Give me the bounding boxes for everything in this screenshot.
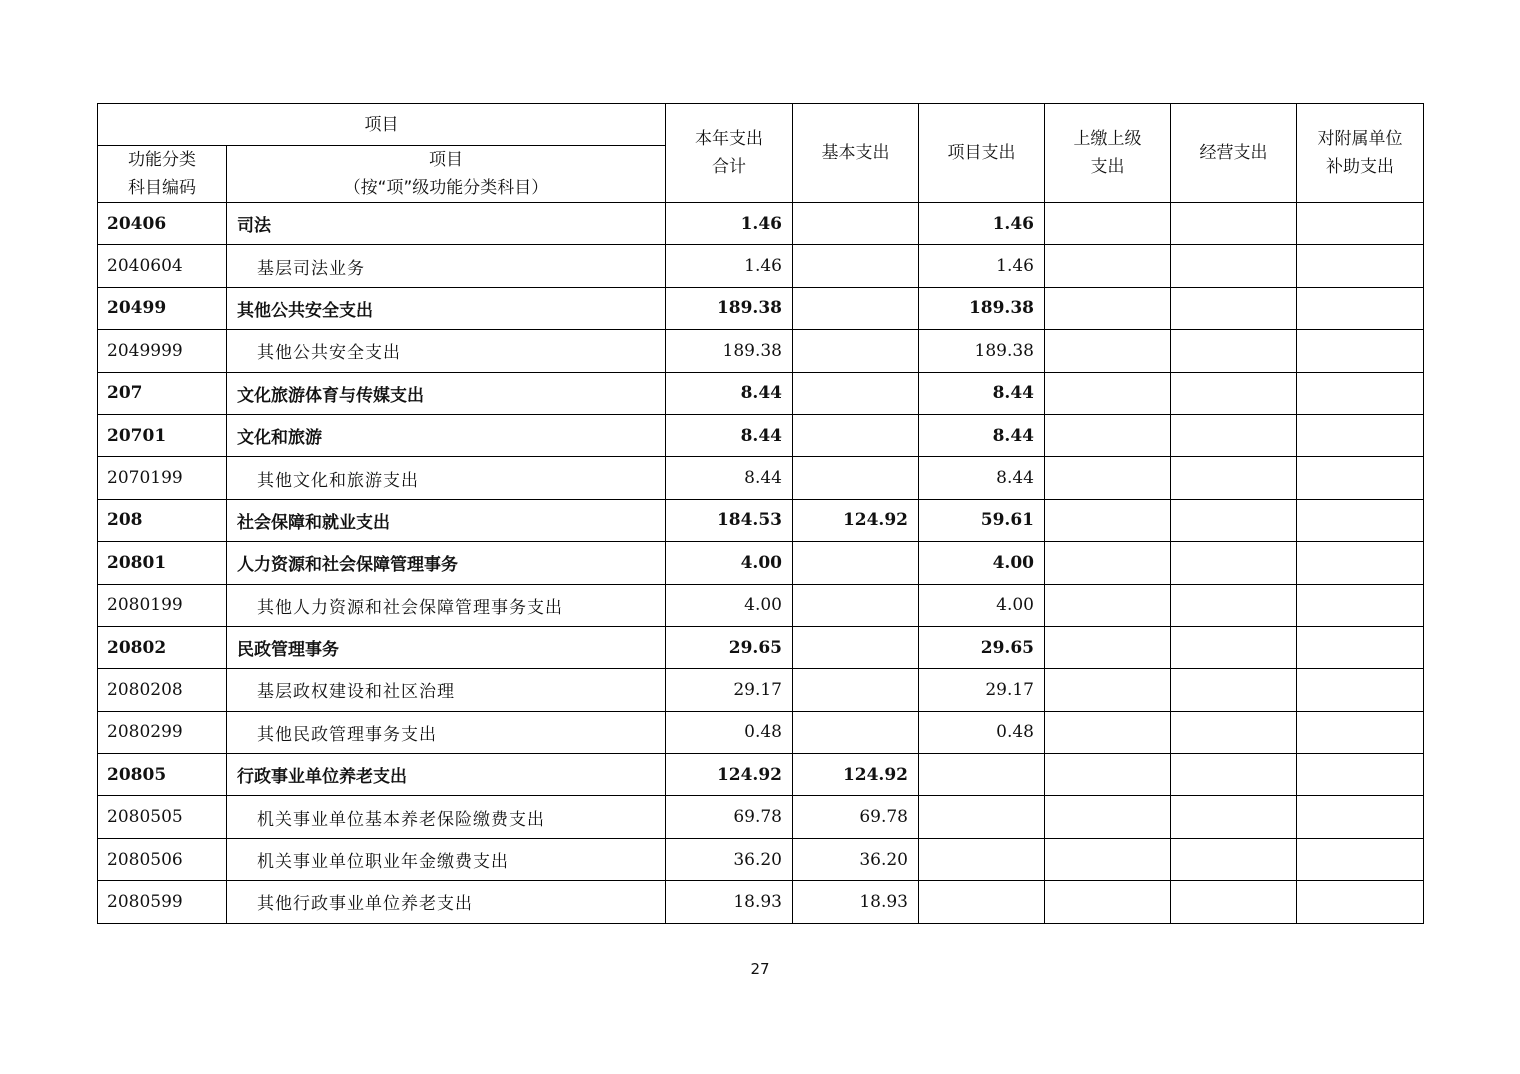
row-total: 4.00 <box>666 542 793 584</box>
row-basic <box>793 372 919 414</box>
row-sub <box>1297 245 1424 287</box>
row-name: 其他文化和旅游支出 <box>227 457 666 499</box>
row-proj <box>919 838 1045 880</box>
row-name: 人力资源和社会保障管理事务 <box>227 542 666 584</box>
row-proj: 59.61 <box>919 499 1045 541</box>
row-sub <box>1297 669 1424 711</box>
row-code: 2080505 <box>98 796 227 838</box>
row-total: 29.65 <box>666 626 793 668</box>
row-total: 36.20 <box>666 838 793 880</box>
row-name: 基层政权建设和社区治理 <box>227 669 666 711</box>
row-proj: 189.38 <box>919 287 1045 329</box>
row-code: 2040604 <box>98 245 227 287</box>
row-code: 2080208 <box>98 669 227 711</box>
row-sub <box>1297 287 1424 329</box>
row-proj: 8.44 <box>919 414 1045 456</box>
row-oper <box>1171 881 1297 923</box>
row-code: 208 <box>98 499 227 541</box>
row-sub <box>1297 711 1424 753</box>
row-proj: 189.38 <box>919 330 1045 372</box>
row-oper <box>1171 287 1297 329</box>
row-basic: 18.93 <box>793 881 919 923</box>
row-name: 民政管理事务 <box>227 626 666 668</box>
row-upper <box>1045 711 1171 753</box>
row-basic <box>793 287 919 329</box>
row-oper <box>1171 711 1297 753</box>
row-basic <box>793 457 919 499</box>
header-basic: 基本支出 <box>793 104 919 203</box>
row-oper <box>1171 330 1297 372</box>
table-row <box>98 711 1424 753</box>
row-code: 20801 <box>98 542 227 584</box>
row-proj: 1.46 <box>919 203 1045 245</box>
row-name: 其他人力资源和社会保障管理事务支出 <box>227 584 666 626</box>
row-basic <box>793 414 919 456</box>
row-total: 189.38 <box>666 330 793 372</box>
row-proj: 29.65 <box>919 626 1045 668</box>
row-sub <box>1297 203 1424 245</box>
row-oper <box>1171 796 1297 838</box>
row-total: 8.44 <box>666 457 793 499</box>
row-oper <box>1171 372 1297 414</box>
table-row <box>98 838 1424 880</box>
row-basic <box>793 669 919 711</box>
row-basic <box>793 626 919 668</box>
table-row <box>98 457 1424 499</box>
table-row <box>98 499 1424 541</box>
header-oper: 经营支出 <box>1171 104 1297 203</box>
row-code: 2070199 <box>98 457 227 499</box>
header-project: 项目 <box>98 104 666 146</box>
row-total: 4.00 <box>666 584 793 626</box>
row-code: 207 <box>98 372 227 414</box>
table-row <box>98 881 1424 923</box>
row-sub <box>1297 838 1424 880</box>
row-upper <box>1045 584 1171 626</box>
row-sub <box>1297 457 1424 499</box>
row-total: 0.48 <box>666 711 793 753</box>
row-name: 司法 <box>227 203 666 245</box>
row-proj: 8.44 <box>919 372 1045 414</box>
header-total: 本年支出 合计 <box>666 104 793 203</box>
table-row <box>98 287 1424 329</box>
row-proj <box>919 754 1045 796</box>
row-upper <box>1045 754 1171 796</box>
row-oper <box>1171 414 1297 456</box>
row-sub <box>1297 796 1424 838</box>
row-code: 2080599 <box>98 881 227 923</box>
row-basic <box>793 245 919 287</box>
row-name: 机关事业单位基本养老保险缴费支出 <box>227 796 666 838</box>
row-name: 行政事业单位养老支出 <box>227 754 666 796</box>
row-oper <box>1171 499 1297 541</box>
row-basic <box>793 711 919 753</box>
row-basic <box>793 584 919 626</box>
row-name: 机关事业单位职业年金缴费支出 <box>227 838 666 880</box>
header-upper: 上缴上级 支出 <box>1045 104 1171 203</box>
row-upper <box>1045 796 1171 838</box>
row-total: 18.93 <box>666 881 793 923</box>
row-upper <box>1045 838 1171 880</box>
row-oper <box>1171 838 1297 880</box>
row-total: 1.46 <box>666 203 793 245</box>
row-sub <box>1297 584 1424 626</box>
row-proj: 4.00 <box>919 584 1045 626</box>
row-sub <box>1297 372 1424 414</box>
row-basic <box>793 330 919 372</box>
row-code: 2080506 <box>98 838 227 880</box>
table-row <box>98 796 1424 838</box>
row-upper <box>1045 203 1171 245</box>
row-basic: 36.20 <box>793 838 919 880</box>
row-sub <box>1297 499 1424 541</box>
row-proj: 29.17 <box>919 669 1045 711</box>
row-oper <box>1171 203 1297 245</box>
row-total: 184.53 <box>666 499 793 541</box>
row-basic <box>793 542 919 584</box>
row-name: 其他行政事业单位养老支出 <box>227 881 666 923</box>
row-total: 8.44 <box>666 372 793 414</box>
row-sub <box>1297 414 1424 456</box>
row-code: 20406 <box>98 203 227 245</box>
row-oper <box>1171 626 1297 668</box>
row-basic: 124.92 <box>793 499 919 541</box>
table-row <box>98 245 1424 287</box>
table-row <box>98 542 1424 584</box>
row-code: 20701 <box>98 414 227 456</box>
row-sub <box>1297 754 1424 796</box>
row-sub <box>1297 626 1424 668</box>
row-upper <box>1045 245 1171 287</box>
header-sub: 对附属单位 补助支出 <box>1297 104 1424 203</box>
row-upper <box>1045 881 1171 923</box>
row-upper <box>1045 626 1171 668</box>
row-name: 文化旅游体育与传媒支出 <box>227 372 666 414</box>
row-oper <box>1171 457 1297 499</box>
row-upper <box>1045 542 1171 584</box>
row-upper <box>1045 457 1171 499</box>
row-upper <box>1045 669 1171 711</box>
row-basic: 124.92 <box>793 754 919 796</box>
row-proj <box>919 881 1045 923</box>
row-total: 29.17 <box>666 669 793 711</box>
row-total: 8.44 <box>666 414 793 456</box>
row-proj: 8.44 <box>919 457 1045 499</box>
row-oper <box>1171 669 1297 711</box>
table-row <box>98 372 1424 414</box>
row-proj: 0.48 <box>919 711 1045 753</box>
table-row <box>98 626 1424 668</box>
row-name: 其他公共安全支出 <box>227 330 666 372</box>
table-row <box>98 669 1424 711</box>
row-code: 20499 <box>98 287 227 329</box>
row-proj: 4.00 <box>919 542 1045 584</box>
row-oper <box>1171 584 1297 626</box>
row-total: 1.46 <box>666 245 793 287</box>
row-name: 基层司法业务 <box>227 245 666 287</box>
table-row <box>98 584 1424 626</box>
table-row <box>98 203 1424 245</box>
row-upper <box>1045 499 1171 541</box>
row-sub <box>1297 542 1424 584</box>
row-name: 文化和旅游 <box>227 414 666 456</box>
table-row <box>98 754 1424 796</box>
row-sub <box>1297 330 1424 372</box>
row-total: 69.78 <box>666 796 793 838</box>
expenditure-table <box>97 103 1424 924</box>
row-basic: 69.78 <box>793 796 919 838</box>
row-code: 2080299 <box>98 711 227 753</box>
row-sub <box>1297 881 1424 923</box>
row-upper <box>1045 372 1171 414</box>
row-code: 20805 <box>98 754 227 796</box>
header-code: 功能分类 科目编码 <box>98 146 227 203</box>
row-name: 社会保障和就业支出 <box>227 499 666 541</box>
row-oper <box>1171 754 1297 796</box>
row-proj: 1.46 <box>919 245 1045 287</box>
table-row <box>98 414 1424 456</box>
row-total: 189.38 <box>666 287 793 329</box>
row-basic <box>793 203 919 245</box>
row-code: 2080199 <box>98 584 227 626</box>
page-number: 27 <box>750 960 770 978</box>
row-upper <box>1045 287 1171 329</box>
row-code: 20802 <box>98 626 227 668</box>
row-upper <box>1045 414 1171 456</box>
row-name: 其他民政管理事务支出 <box>227 711 666 753</box>
row-proj <box>919 796 1045 838</box>
row-total: 124.92 <box>666 754 793 796</box>
header-name: 项目 （按“项”级功能分类科目） <box>227 146 666 203</box>
table-row <box>98 330 1424 372</box>
row-oper <box>1171 245 1297 287</box>
row-name: 其他公共安全支出 <box>227 287 666 329</box>
row-oper <box>1171 542 1297 584</box>
row-code: 2049999 <box>98 330 227 372</box>
header-proj: 项目支出 <box>919 104 1045 203</box>
row-upper <box>1045 330 1171 372</box>
